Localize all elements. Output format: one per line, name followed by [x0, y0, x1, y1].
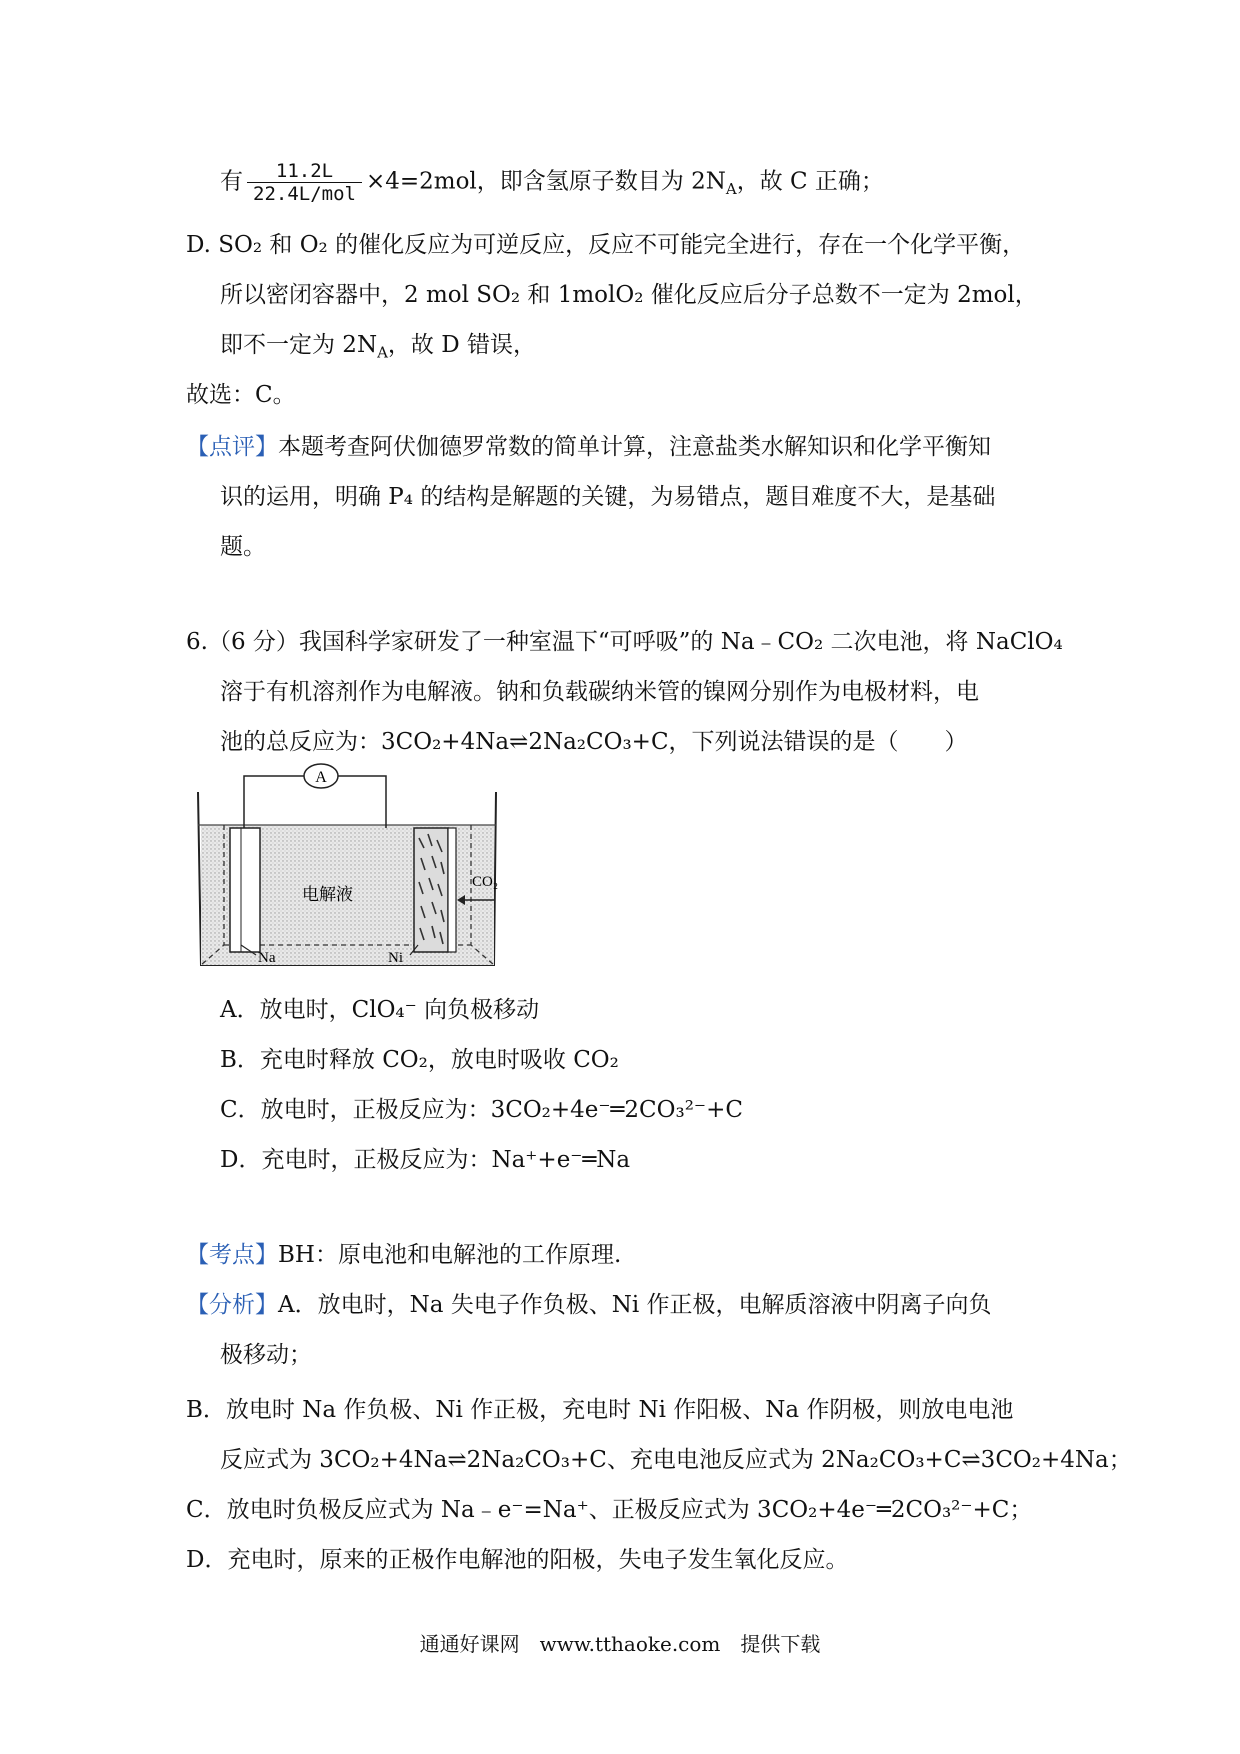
ni-label: Ni — [388, 950, 403, 966]
kaodian-tag: 【考点】 — [186, 1242, 278, 1268]
option-d: D．充电时，正极反应为：Na⁺+e⁻═Na — [220, 1147, 631, 1173]
wire-left — [244, 776, 306, 828]
comment-line-3: 题。 — [220, 534, 266, 560]
continuation-line — [220, 160, 884, 205]
option-d-explanation-line-2: 所以密闭容器中，2 mol SO₂ 和 1molO₂ 催化反应后分子总数不一定为 2mol， — [220, 282, 1038, 308]
analysis-c-line: C．放电时负极反应式为 Na﹣e⁻=Na⁺、正极反应式为 3CO₂+4e⁻═2CO₃²⁻+C； — [186, 1497, 1033, 1523]
analysis-b-line-2: 反应式为 3CO₂+4Na⇌2Na₂CO₃+C、充电电池反应式为 2Na₂CO₃+C⇌3CO₂+4Na； — [220, 1447, 1132, 1473]
comment-line-1 — [186, 432, 991, 462]
fenxi-text-1: A．放电时，Na 失电子作负极、Ni 作正极，电解质溶液中阴离子向负 — [278, 1292, 992, 1318]
option-b: B．充电时释放 CO₂，放电时吸收 CO₂ — [220, 1047, 619, 1073]
comment-tag: 【点评】 — [186, 434, 278, 460]
na-label: Na — [258, 950, 276, 966]
option-d-explanation-line-3 — [220, 330, 536, 360]
electrolyte-label: 电解液 — [302, 885, 353, 905]
wire-right — [336, 776, 386, 828]
kaodian-text: BH：原电池和电解池的工作原理. — [278, 1242, 622, 1268]
continuation-subscript: A — [725, 180, 737, 199]
co2-label: CO₂ — [472, 874, 499, 890]
continuation-prefix: 有 — [220, 168, 243, 195]
fenxi-line-2: 极移动； — [220, 1342, 312, 1368]
fraction-denominator: 22.4L/mol — [253, 183, 356, 205]
analysis-d-line: D．充电时，原来的正极作电解池的阳极，失电子发生氧化反应。 — [186, 1547, 849, 1573]
fenxi-line-1 — [186, 1290, 992, 1320]
continuation-end: ，故 C 正确； — [736, 168, 884, 195]
option-c: C．放电时，正极反应为：3CO₂+4e⁻═2CO₃²⁻+C — [220, 1097, 743, 1123]
option-d-explanation-line-1: D. SO₂ 和 O₂ 的催化反应为可逆反应，反应不可能完全进行，存在一个化学平衡， — [186, 232, 1026, 258]
page-footer: 通通好课网 www.tthaoke.com 提供下载 — [419, 1632, 821, 1656]
option-d-explanation-text: 即不一定为 2N — [220, 332, 378, 358]
fraction-numerator: 11.2L — [247, 160, 362, 183]
answer-line: 故选：C。 — [186, 382, 296, 408]
question-6-line-1: 6.（6 分）我国科学家研发了一种室温下“可呼吸”的 Na﹣CO₂ 二次电池，将 NaClO₄ — [186, 629, 1063, 655]
na-electrode — [230, 828, 260, 952]
battery-diagram — [186, 760, 506, 990]
kaodian-line — [186, 1240, 621, 1270]
comment-line-2: 识的运用，明确 P₄ 的结构是解题的关键，为易错点，题目难度不大，是基础 — [220, 484, 996, 510]
option-a: A．放电时，ClO₄⁻ 向负极移动 — [220, 997, 540, 1023]
ni-electrode — [414, 828, 448, 952]
fenxi-tag: 【分析】 — [186, 1292, 278, 1318]
option-d-explanation-end: ，故 D 错误， — [387, 332, 536, 358]
ammeter-label: A — [315, 769, 327, 786]
option-d-subscript: A — [377, 343, 388, 362]
fraction — [247, 160, 362, 205]
comment-text-1: 本题考查阿伏伽德罗常数的简单计算，注意盐类水解知识和化学平衡知 — [278, 434, 991, 460]
continuation-text: ×4=2mol，即含氢原子数目为 2N — [365, 168, 726, 195]
question-6-line-2: 溶于有机溶剂作为电解液。钠和负载碳纳米管的镍网分别作为电极材料，电 — [220, 679, 979, 705]
analysis-b-line-1: B．放电时 Na 作负极、Ni 作正极，充电时 Ni 作阳极、Na 作阴极，则放电电池 — [186, 1397, 1014, 1423]
question-6-line-3: 池的总反应为：3CO₂+4Na⇌2Na₂CO₃+C，下列说法错误的是（ ） — [220, 729, 968, 755]
